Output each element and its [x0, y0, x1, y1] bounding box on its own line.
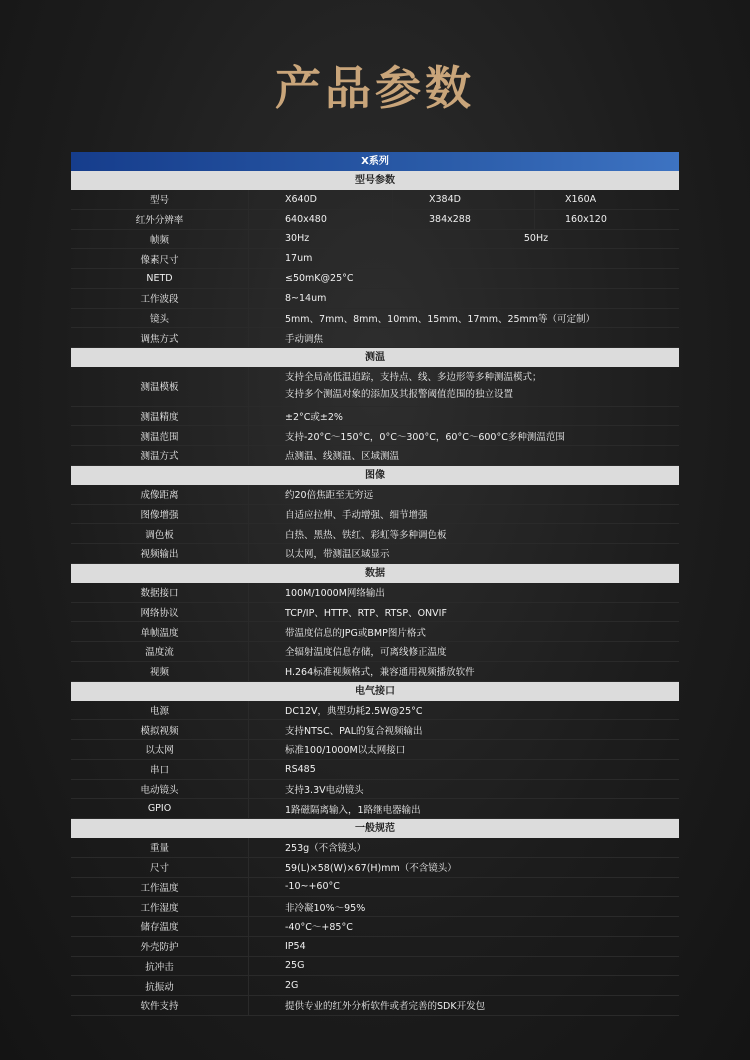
table-row-fps [71, 230, 679, 250]
row-label: 以太网 [71, 740, 249, 759]
table-row [71, 289, 679, 309]
row-value: 59(L)×58(W)×67(H)mm（不含镜头） [285, 863, 457, 875]
page-title: 产品参数 [275, 61, 475, 115]
row-value: ±2°C或±2% [285, 411, 343, 423]
row-value: 17um [285, 253, 313, 265]
row-label: 视频输出 [71, 544, 249, 563]
row-value: 2G [285, 980, 299, 992]
row-label: 工作湿度 [71, 897, 249, 916]
table-row-temp-template [71, 367, 679, 407]
table-row [71, 642, 679, 662]
row-label: 工作波段 [71, 289, 249, 308]
model-cell: X384D [393, 190, 535, 209]
table-row [71, 407, 679, 427]
table-row [71, 544, 679, 564]
section-header-temp: 测温 [71, 348, 679, 367]
row-value: 自适应拉伸、手动增强、细节增强 [285, 509, 428, 521]
table-row [71, 760, 679, 780]
row-label: GPIO [71, 799, 249, 818]
row-value: 约20倍焦距至无穷远 [285, 490, 374, 502]
row-label: 测温方式 [71, 446, 249, 465]
row-label: 像素尺寸 [71, 249, 249, 268]
table-row [71, 957, 679, 977]
table-row [71, 603, 679, 623]
table-row [71, 740, 679, 760]
table-row [71, 524, 679, 544]
table-row [71, 858, 679, 878]
row-value: 支持3.3V电动镜头 [285, 784, 364, 796]
row-value: 标准100/1000M以太网接口 [285, 745, 406, 757]
row-value: 支持-20°C～150°C，0°C～300°C，60°C～600°C多种测温范围 [285, 431, 565, 443]
row-label: 软件支持 [71, 996, 249, 1015]
table-row [71, 799, 679, 819]
table-row [71, 249, 679, 269]
row-value: 以太网，带测温区域显示 [285, 549, 390, 561]
row-label: 图像增强 [71, 505, 249, 524]
row-value: 带温度信息的JPG或BMP图片格式 [285, 627, 426, 639]
resolution-cell: 160x120 [565, 213, 607, 225]
row-label: 重量 [71, 838, 249, 857]
table-row [71, 878, 679, 898]
row-label: 型号 [71, 190, 249, 209]
row-value: TCP/IP、HTTP、RTP、RTSP、ONVIF [285, 607, 447, 619]
resolution-cell: 640x480 [249, 210, 393, 229]
table-row [71, 897, 679, 917]
table-row [71, 269, 679, 289]
row-label: 网络协议 [71, 603, 249, 622]
table-row-resolution [71, 210, 679, 230]
row-label: 工作温度 [71, 878, 249, 897]
row-value: -40°C～+85°C [285, 922, 353, 934]
table-row [71, 701, 679, 721]
row-value: 手动调焦 [285, 333, 324, 345]
row-label: 测温精度 [71, 407, 249, 426]
table-row [71, 838, 679, 858]
section-header-electric: 电气接口 [71, 682, 679, 701]
row-value: 8~14um [285, 292, 327, 304]
row-value: H.264标准视频格式，兼容通用视频播放软件 [285, 667, 475, 679]
table-row [71, 426, 679, 446]
row-value: -10~+60°C [285, 881, 340, 893]
row-label: 数据接口 [71, 583, 249, 602]
row-label: 视频 [71, 662, 249, 681]
row-value: 白热、黑热、铁红、彩虹等多种调色板 [285, 529, 447, 541]
table-row [71, 917, 679, 937]
table-row [71, 446, 679, 466]
row-label: 模拟视频 [71, 720, 249, 739]
row-label: 镜头 [71, 309, 249, 328]
section-header-model: 型号参数 [71, 171, 679, 190]
table-row [71, 583, 679, 603]
row-value: 支持NTSC、PAL的复合视频输出 [285, 725, 423, 737]
row-label: 外壳防护 [71, 937, 249, 956]
row-value: RS485 [285, 763, 316, 775]
row-value: IP54 [285, 940, 306, 952]
table-row [71, 328, 679, 348]
row-label: 抗振动 [71, 976, 249, 995]
section-header-image: 图像 [71, 466, 679, 485]
fps-cell: 30Hz [249, 230, 393, 249]
row-label: NETD [71, 269, 249, 288]
table-row [71, 505, 679, 525]
table-row [71, 622, 679, 642]
row-value: 点测温、线测温、区域测温 [285, 451, 400, 463]
series-header: X系列 [71, 152, 679, 171]
table-row [71, 996, 679, 1016]
row-label: 帧频 [71, 230, 249, 249]
section-header-data: 数据 [71, 564, 679, 583]
row-label: 抗冲击 [71, 957, 249, 976]
table-row [71, 976, 679, 996]
row-label: 成像距离 [71, 485, 249, 504]
row-label: 储存温度 [71, 917, 249, 936]
row-label: 电源 [71, 701, 249, 720]
row-label: 调色板 [71, 524, 249, 543]
row-value: 提供专业的红外分析软件或者完善的SDK开发包 [285, 1001, 486, 1013]
model-cell: X640D [249, 190, 393, 209]
row-label: 尺寸 [71, 858, 249, 877]
row-value: 253g（不含镜头） [285, 843, 367, 855]
spec-table [71, 152, 679, 1016]
row-value: DC12V，典型功耗2.5W@25°C [285, 705, 423, 717]
row-label: 红外分辨率 [71, 210, 249, 229]
row-value: ≤50mK@25°C [285, 272, 354, 284]
row-label: 测温模板 [71, 367, 249, 406]
table-row [71, 937, 679, 957]
row-label: 温度流 [71, 642, 249, 661]
row-label: 单帧温度 [71, 622, 249, 641]
resolution-cell: 384x288 [393, 210, 535, 229]
row-value: 1路磁隔离输入，1路继电器输出 [285, 804, 421, 816]
row-label: 串口 [71, 760, 249, 779]
row-value-line: 支持多个测温对象的添加及其报警阈值范围的独立设置 [285, 389, 514, 401]
row-value: 非冷凝10%～95% [285, 902, 366, 914]
row-label: 调焦方式 [71, 328, 249, 347]
section-header-general: 一般规范 [71, 819, 679, 838]
model-cell: X160A [565, 193, 597, 205]
table-row [71, 485, 679, 505]
table-row [71, 662, 679, 682]
row-label: 电动镜头 [71, 780, 249, 799]
table-row-model [71, 190, 679, 210]
fps-cell: 50Hz [523, 233, 549, 245]
row-label: 测温范围 [71, 426, 249, 445]
row-value-line: 支持全局高低温追踪，支持点、线、多边形等多种测温模式； [285, 372, 542, 384]
row-value: 5mm、7mm、8mm、10mm、15mm、17mm、25mm等（可定制） [285, 313, 596, 325]
table-row [71, 720, 679, 740]
row-value: 全辐射温度信息存储，可离线修正温度 [285, 647, 447, 659]
table-row [71, 309, 679, 329]
table-row [71, 780, 679, 800]
row-value: 25G [285, 960, 305, 972]
row-value: 100M/1000M网络输出 [285, 588, 385, 600]
